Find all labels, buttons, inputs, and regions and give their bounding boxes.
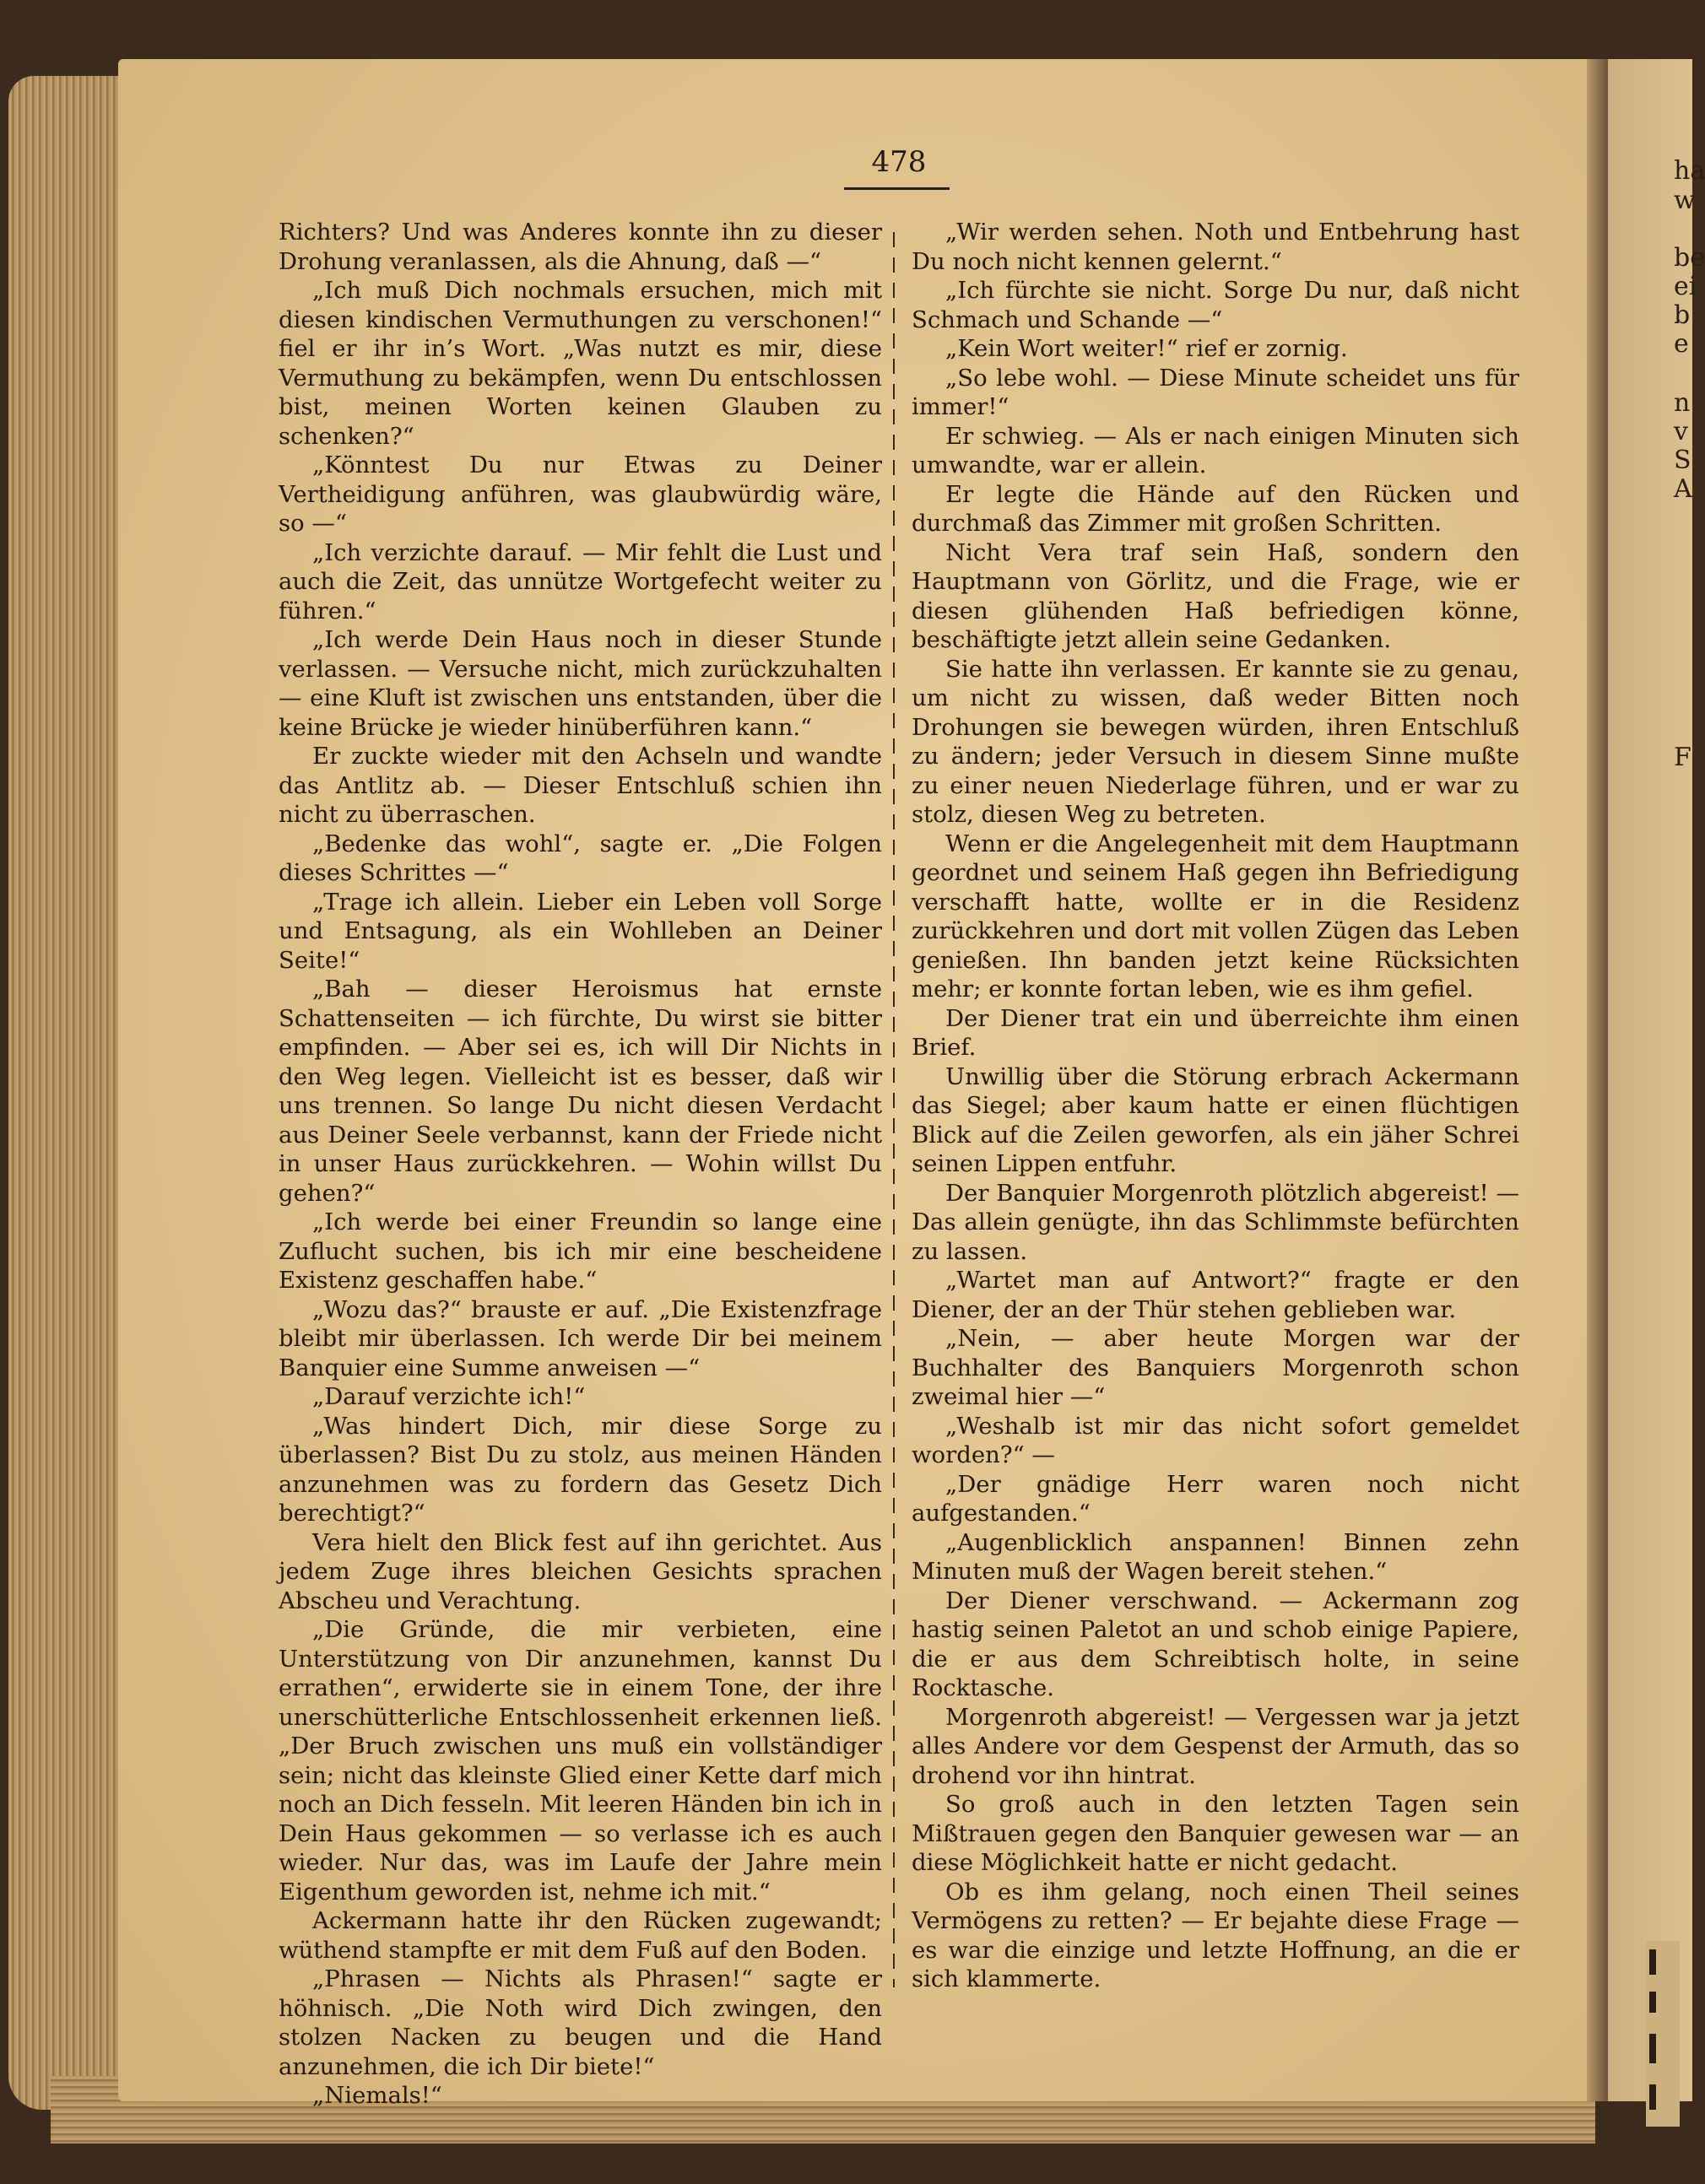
paragraph: Richters? Und was Anderes konnte ihn zu dieser Drohung veranlassen, als die Ahnung, daß —“	[279, 219, 882, 275]
paragraph: „Wozu das?“ brauste er auf. „Die Existenzfrage bleibt mir überlassen. Ich werde Dir bei meinem Banquier eine Summe anweisen —“	[279, 1295, 882, 1381]
paragraph: „Niemals!“	[312, 2082, 442, 2109]
paragraph: „Kein Wort weiter!“ rief er zornig.	[945, 335, 1348, 362]
facing-page-fragment: S	[1674, 446, 1691, 475]
paragraph: „Augenblicklich anspannen! Binnen zehn Minuten muß der Wagen bereit stehen.“	[912, 1528, 1519, 1585]
paragraph: „Die Gründe, die mir verbieten, eine Unterstützung von Dir anzunehmen, kannst Du errathen“, erwiderte sie in einem Tone, der ihre unerschütterliche Entschlossenheit erkennen ließ. „Der Bruch zwischen uns muß ein vollständiger sein; nicht das kleinste Glied einer Kette darf mich noch an Dich fesseln. Mit leeren Händen bin ich in Dein Haus gekommen — so verlasse ich es auch wieder. Nur das, was im Laufe der Jahre mein Eigenthum geworden ist, nehme ich mit.“	[279, 1616, 882, 1906]
paragraph: Der Banquier Morgenroth plötzlich abgereist! — Das allein genügte, ihn das Schlimmste befürchten zu lassen.	[912, 1179, 1519, 1265]
paragraph: „Ich werde Dein Haus noch in dieser Stunde verlassen. — Versuche nicht, mich zurückzuhalten — eine Kluft ist zwischen uns entstanden, über die keine Brücke je wieder hinüberführen kann.“	[279, 626, 882, 741]
paragraph: „Könntest Du nur Etwas zu Deiner Vertheidigung anführen, was glaubwürdig wäre, so —“	[279, 451, 882, 537]
paragraph: Vera hielt den Blick fest auf ihn gerichtet. Aus jedem Zuge ihres bleichen Gesichts sprachen Abscheu und Verachtung.	[279, 1528, 882, 1614]
paragraph: „Ich werde bei einer Freundin so lange eine Zuflucht suchen, bis ich mir eine bescheidene Existenz geschaffen habe.“	[279, 1208, 882, 1294]
paragraph: „Nein, — aber heute Morgen war der Buchhalter des Banquiers Morgenroth schon zweimal hier —“	[912, 1325, 1519, 1410]
paragraph: „Trage ich allein. Lieber ein Leben voll Sorge und Entsagung, als ein Wohlleben an Deiner Seite!“	[279, 888, 882, 974]
facing-page-edge	[1608, 59, 1705, 2101]
paragraph: „Weshalb ist mir das nicht sofort gemeldet worden?“ —	[912, 1412, 1519, 1468]
left-text-column	[279, 218, 882, 2111]
facing-page-fragment: ha	[1674, 156, 1705, 186]
paragraph: Nicht Vera traf sein Haß, sondern den Hauptmann von Görlitz, und die Frage, wie er diesen glühenden Haß befriedigen könne, beschäftigte jetzt allein seine Gedanken.	[912, 538, 1519, 653]
facing-page-fragment: e	[1674, 329, 1689, 359]
paragraph: Ackermann hatte ihr den Rücken zugewandt; wüthend stampfte er mit dem Fuß auf den Boden.	[279, 1907, 882, 1964]
facing-page-fragment: b	[1674, 300, 1691, 330]
facing-page-fragment: A	[1674, 474, 1692, 504]
paragraph: „Bedenke das wohl“, sagte er. „Die Folgen dieses Schrittes —“	[279, 830, 882, 886]
page-edges	[8, 76, 135, 2110]
paragraph: „Wir werden sehen. Noth und Entbehrung hast Du noch nicht kennen gelernt.“	[912, 219, 1519, 275]
library-barcode-strip	[1646, 1941, 1680, 2127]
right-text-column	[912, 218, 1519, 1994]
paragraph: Der Diener verschwand. — Ackermann zog hastig seinen Paletot an und schob einige Papiere, die er aus dem Schreibtisch holte, in seine Rocktasche.	[912, 1587, 1519, 1701]
paragraph: „Was hindert Dich, mir diese Sorge zu überlassen? Bist Du zu stolz, aus meinen Händen anzunehmen was zu fordern das Gesetz Dich berechtigt?“	[279, 1412, 882, 1527]
facing-page-fragment: be	[1674, 243, 1705, 273]
paragraph: Der Diener trat ein und überreichte ihm einen Brief.	[912, 1004, 1519, 1061]
paragraph: „Bah — dieser Heroismus hat ernste Schattenseiten — ich fürchte, Du wirst sie bitter empfinden. — Aber sei es, ich will Dir Nichts in den Weg legen. Vielleicht ist es besser, daß wir uns trennen. So lange Du nicht diesen Verdacht aus Deiner Seele verbannst, kann der Friede nicht in unser Haus zurückkehren. — Wohin willst Du gehen?“	[279, 976, 882, 1207]
facing-page-fragment: ei	[1674, 272, 1697, 301]
paragraph: „Wartet man auf Antwort?“ fragte er den Diener, der an der Thür stehen geblieben war.	[912, 1267, 1519, 1323]
page-number: 478	[871, 145, 927, 179]
facing-page-fragment: v	[1674, 417, 1688, 446]
paragraph: „Der gnädige Herr waren noch nicht aufgestanden.“	[912, 1470, 1519, 1527]
paragraph: So groß auch in den letzten Tagen sein Mißtrauen gegen den Banquier gewesen war — an diese Möglichkeit hatte er nicht gedacht.	[912, 1791, 1519, 1876]
paragraph: „Ich fürchte sie nicht. Sorge Du nur, daß nicht Schmach und Schande —“	[912, 277, 1519, 333]
paragraph: Sie hatte ihn verlassen. Er kannte sie zu genau, um nicht zu wissen, daß weder Bitten noch Drohungen sie bewegen würden, ihren Entschluß zu ändern; jeder Versuch in diesem Sinne mußte zu einer neuen Niederlage führen, und er war zu stolz, diesen Weg zu betreten.	[912, 655, 1519, 828]
paragraph: Er legte die Hände auf den Rücken und durchmaß das Zimmer mit großen Schritten.	[912, 480, 1519, 537]
paragraph: „Ich muß Dich nochmals ersuchen, mich mit diesen kindischen Vermuthungen zu verschonen!“ fiel er ihr in’s Wort. „Was nutzt es mir, diese Vermuthung zu bekämpfen, wenn Du entschlossen bist, meinen Worten keinen Glauben zu schenken?“	[279, 277, 882, 450]
paragraph: Ob es ihm gelang, noch einen Theil seines Vermögens zu retten? — Er bejahte diese Frage — es war die einzige und letzte Hoffnung, an die er sich klammerte.	[912, 1878, 1519, 1992]
paragraph: „So lebe wohl. — Diese Minute scheidet uns für immer!“	[912, 364, 1519, 420]
header-rule	[844, 187, 950, 190]
paragraph: „Ich verzichte darauf. — Mir fehlt die Lust und auch die Zeit, das unnütze Wortgefecht weiter zu führen.“	[279, 538, 882, 624]
paragraph: Wenn er die Angelegenheit mit dem Hauptmann geordnet und seinem Haß gegen ihn Befriedigung verschafft hatte, wollte er in die Residenz zurückkehren und dort mit vollen Zügen das Leben genießen. Ihn banden jetzt keine Rücksichten mehr; er konnte fortan leben, wie es ihm gefiel.	[912, 830, 1519, 1003]
paragraph: „Phrasen — Nichts als Phrasen!“ sagte er höhnisch. „Die Noth wird Dich zwingen, den stolzen Nacken zu beugen und die Hand anzunehmen, die ich Dir biete!“	[279, 1965, 882, 2080]
paragraph: Er zuckte wieder mit den Achseln und wandte das Antlitz ab. — Dieser Entschluß schien ihn nicht zu überraschen.	[279, 743, 882, 828]
paragraph: Er schwieg. — Als er nach einigen Minuten sich umwandte, war er allein.	[912, 422, 1519, 478]
facing-page-fragment: w	[1674, 186, 1696, 215]
facing-page-fragment: n	[1674, 388, 1691, 418]
paragraph: Morgenroth abgereist! — Vergessen war ja jetzt alles Andere vor dem Gespenst der Armuth, das so drohend vor ihn hintrat.	[912, 1703, 1519, 1789]
facing-page-fragment: F	[1674, 743, 1691, 772]
paragraph: „Darauf verzichte ich!“	[312, 1383, 586, 1410]
column-divider	[893, 232, 895, 1987]
paragraph: Unwillig über die Störung erbrach Ackermann das Siegel; aber kaum hatte er einen flüchtigen Blick auf die Zeilen geworfen, als ein jäher Schrei seinen Lippen entfuhr.	[912, 1062, 1519, 1177]
